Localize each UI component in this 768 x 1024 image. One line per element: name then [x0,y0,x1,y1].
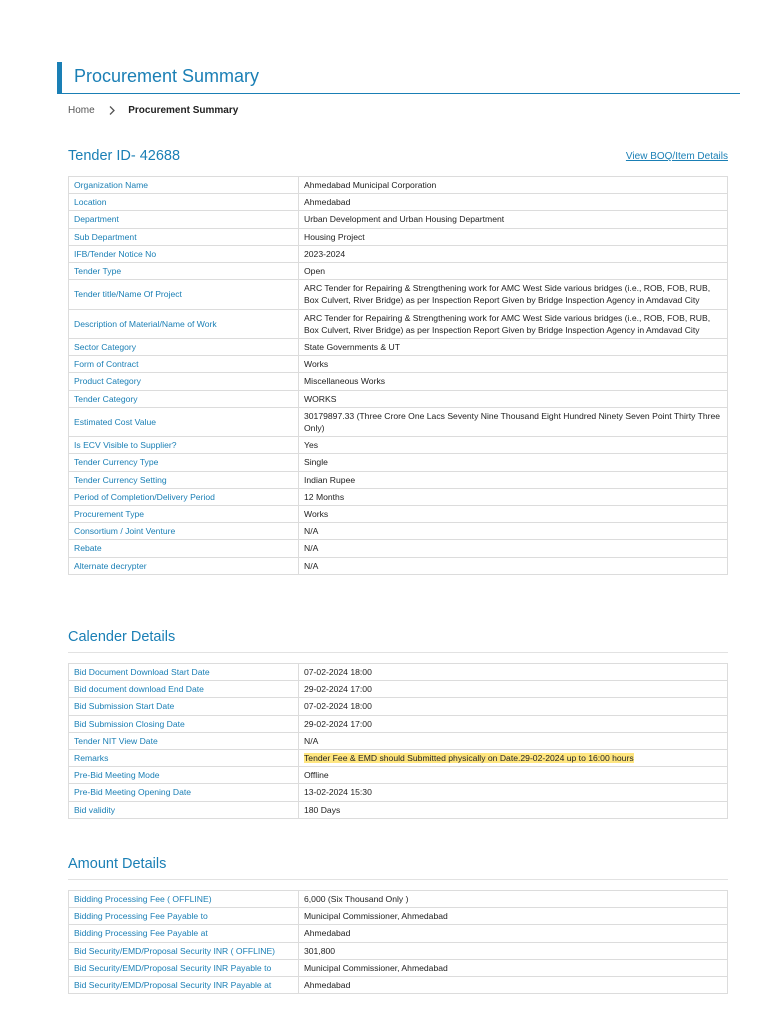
row-value: Indian Rupee [299,471,728,488]
row-value: Ahmedabad [299,977,728,994]
view-boq-link[interactable]: View BOQ/Item Details [625,151,728,162]
calendar-details-body [69,664,728,819]
table-row [69,959,728,976]
row-value: Open [299,263,728,280]
row-value: Ahmedabad Municipal Corporation [299,177,728,194]
row-label: Period of Completion/Delivery Period [69,488,299,505]
table-row [69,471,728,488]
row-label: Bid Security/EMD/Proposal Security INR Payable to [69,959,299,976]
row-value: N/A [299,523,728,540]
row-label: Tender Type [69,263,299,280]
row-label: Bidding Processing Fee Payable to [69,908,299,925]
calendar-details-table [68,663,728,819]
table-row [69,664,728,681]
table-row [69,767,728,784]
row-label: Alternate decrypter [69,557,299,574]
row-value: 29-02-2024 17:00 [299,681,728,698]
amount-heading: Amount Details [68,856,167,872]
calendar-divider [68,652,728,653]
row-label: Tender NIT View Date [69,732,299,749]
row-label: Product Category [69,373,299,390]
row-value: 13-02-2024 15:30 [299,784,728,801]
table-row [69,488,728,505]
table-row [69,390,728,407]
row-label: Sector Category [69,339,299,356]
row-label: Bidding Processing Fee ( OFFLINE) [69,891,299,908]
row-value: WORKS [299,390,728,407]
table-row [69,715,728,732]
row-label: Bid Document Download Start Date [69,664,299,681]
row-label: Procurement Type [69,506,299,523]
row-value: 07-02-2024 18:00 [299,664,728,681]
table-row [69,506,728,523]
row-value: N/A [299,540,728,557]
breadcrumb [68,104,238,118]
row-label: Bid validity [69,801,299,818]
row-label: Consortium / Joint Venture [69,523,299,540]
row-value: Ahmedabad [299,925,728,942]
row-label: Organization Name [69,177,299,194]
header-accent-bar [57,62,62,94]
tender-details-body [69,177,728,575]
row-label: Tender Currency Type [69,454,299,471]
row-value: Urban Development and Urban Housing Department [299,211,728,228]
row-label: Is ECV Visible to Supplier? [69,437,299,454]
row-label: Location [69,194,299,211]
row-value: Municipal Commissioner, Ahmedabad [299,908,728,925]
row-value: 180 Days [299,801,728,818]
row-label: Department [69,211,299,228]
table-row [69,373,728,390]
row-value: Housing Project [299,228,728,245]
row-value: Offline [299,767,728,784]
row-value [299,750,728,767]
row-label: Estimated Cost Value [69,407,299,436]
row-label: Pre-Bid Meeting Opening Date [69,784,299,801]
row-value: 29-02-2024 17:00 [299,715,728,732]
row-label: IFB/Tender Notice No [69,245,299,262]
row-label: Tender Currency Setting [69,471,299,488]
table-row [69,681,728,698]
row-label: Tender Category [69,390,299,407]
row-value: 6,000 (Six Thousand Only ) [299,891,728,908]
row-label: Sub Department [69,228,299,245]
table-row [69,356,728,373]
row-label: Bid document download End Date [69,681,299,698]
row-value: Yes [299,437,728,454]
table-row [69,263,728,280]
row-value: 12 Months [299,488,728,505]
table-row [69,925,728,942]
table-row [69,245,728,262]
tender-details-table [68,176,728,575]
table-row [69,977,728,994]
table-row [69,523,728,540]
page-header [57,62,740,94]
row-value: Works [299,506,728,523]
row-value: Ahmedabad [299,194,728,211]
row-value: 30179897.33 (Three Crore One Lacs Seventy Nine Thousand Eight Hundred Ninety Seven Point Thirty Three Only) [299,407,728,436]
table-row [69,801,728,818]
row-value: Works [299,356,728,373]
header-rule [62,93,740,94]
table-row [69,732,728,749]
table-row [69,309,728,338]
row-label: Tender title/Name Of Project [69,280,299,309]
breadcrumb-current: Procurement Summary [128,105,239,116]
table-row [69,407,728,436]
row-label: Bid Submission Closing Date [69,715,299,732]
table-row [69,177,728,194]
row-value: Municipal Commissioner, Ahmedabad [299,959,728,976]
row-value: 2023-2024 [299,245,728,262]
table-row [69,557,728,574]
row-value: State Governments & UT [299,339,728,356]
row-value: N/A [299,557,728,574]
page-title: Procurement Summary [74,66,260,86]
table-row [69,194,728,211]
table-row [69,698,728,715]
row-label: Bid Security/EMD/Proposal Security INR Payable at [69,977,299,994]
row-value: 07-02-2024 18:00 [299,698,728,715]
remarks-highlight: Tender Fee & EMD should Submitted physically on Date.29-02-2024 up to 16:00 hours [304,753,634,764]
table-row [69,750,728,767]
row-value: 301,800 [299,942,728,959]
calendar-heading: Calender Details [68,629,176,645]
row-value: ARC Tender for Repairing & Strengthening work for AMC West Side various bridges (i.e., ROB, FOB, RUB, Box Culvert, River Bridge) as per Inspection Report Given by Bridge Inspection Agency in Amdavad City [299,309,728,338]
row-label: Remarks [69,750,299,767]
row-value: Single [299,454,728,471]
row-label: Pre-Bid Meeting Mode [69,767,299,784]
amount-divider [68,879,728,880]
table-row [69,211,728,228]
row-value: N/A [299,732,728,749]
row-label: Form of Contract [69,356,299,373]
row-value: ARC Tender for Repairing & Strengthening work for AMC West Side various bridges (i.e., ROB, FOB, RUB, Box Culvert, River Bridge) as per Inspection Report Given by Bridge Inspection Agency in Amdavad City [299,280,728,309]
table-row [69,228,728,245]
table-row [69,891,728,908]
table-row [69,908,728,925]
table-row [69,540,728,557]
table-row [69,942,728,959]
row-label: Bid Security/EMD/Proposal Security INR ( OFFLINE) [69,942,299,959]
row-label: Rebate [69,540,299,557]
row-label: Bid Submission Start Date [69,698,299,715]
row-value: Miscellaneous Works [299,373,728,390]
amount-details-table [68,890,728,994]
amount-details-body [69,891,728,994]
row-label: Bidding Processing Fee Payable at [69,925,299,942]
table-row [69,339,728,356]
table-row [69,437,728,454]
chevron-right-icon [109,104,115,118]
row-label: Description of Material/Name of Work [69,309,299,338]
table-row [69,280,728,309]
table-row [69,454,728,471]
breadcrumb-home-link[interactable]: Home [68,105,95,116]
table-row [69,784,728,801]
tender-id-heading: Tender ID- 42688 [68,148,181,164]
